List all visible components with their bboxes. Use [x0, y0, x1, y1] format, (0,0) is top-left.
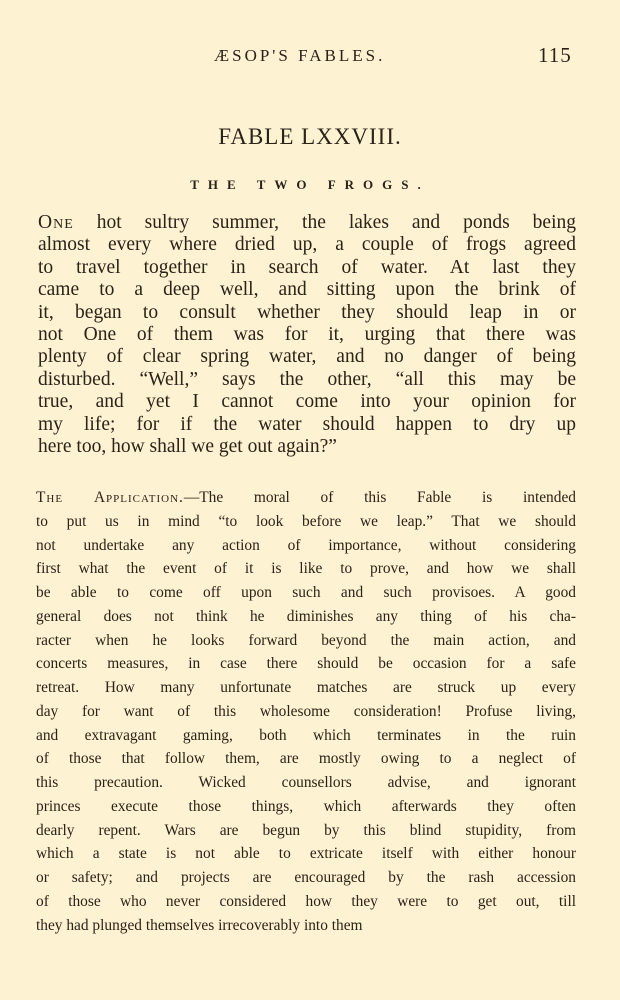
- story-line: disturbed. “Well,” says the other, “all this may be: [38, 368, 576, 390]
- application-line: concerts measures, in case there should be occasion for a safe: [36, 655, 576, 673]
- application-paragraph: [36, 486, 576, 937]
- story-line: my life; for if the water should happen to dry up: [38, 413, 576, 435]
- application-line: which a state is not able to extricate itself with either honour: [36, 845, 576, 863]
- story-line: not One of them was for it, urging that there was: [38, 324, 576, 346]
- application-line: general does not think he diminishes any thing of his cha-: [36, 607, 576, 625]
- application-line: of those who never considered how they were to get out, till: [36, 892, 576, 910]
- story-first-line-text: hot sultry summer, the lakes and ponds being: [96, 212, 577, 233]
- fable-number: FABLE LXXVIII.: [218, 124, 402, 149]
- story-line: to travel together in search of water. At last they: [38, 256, 576, 278]
- story-line: almost every where dried up, a couple of frogs agreed: [38, 234, 576, 256]
- application-line: or safety; and projects are encouraged by the rash accession: [36, 869, 576, 886]
- application-line: be able to come off upon such and such provisoes. A good: [36, 584, 576, 601]
- application-line: retreat. How many unfortunate matches are struck up every: [36, 679, 576, 696]
- story-line: [38, 212, 576, 234]
- application-line: to put us in mind “to look before we leap.” That we should: [36, 512, 576, 530]
- page-number: 115: [538, 43, 572, 67]
- story-line: came to a deep well, and sitting upon the brink of: [38, 279, 576, 301]
- application-label: The Application.: [36, 489, 184, 506]
- story-line: it, began to consult whether they should leap in or: [38, 301, 576, 323]
- application-line: dearly repent. Wars are begun by this blind stupidity, from: [36, 821, 576, 839]
- running-head: [0, 43, 620, 70]
- application-line: racter when he looks forward beyond the main action, and: [36, 631, 576, 649]
- story-line: true, and yet I cannot come into your opinion for: [38, 391, 576, 413]
- application-line: first what the event of it is like to prove, and how we shall: [36, 560, 576, 578]
- application-line: and extravagant gaming, both which terminates in the ruin: [36, 726, 576, 744]
- story-opening-word: One: [38, 212, 74, 233]
- application-first-line-text: —The moral of this Fable is intended: [183, 489, 576, 506]
- fable-title: THE TWO FROGS.: [190, 177, 430, 192]
- application-line: of those that follow them, are mostly owing to a neglect of: [36, 750, 576, 768]
- application-line: princes execute those things, which afterwards they often: [36, 797, 576, 815]
- application-line: not undertake any action of importance, without considering: [36, 536, 576, 554]
- application-line: they had plunged themselves irrecoverably into them: [36, 916, 363, 934]
- story-line: here too, how shall we get out again?”: [38, 436, 337, 458]
- fable-story: [38, 212, 576, 458]
- application-line: this precaution. Wicked counsellors advise, and ignorant: [36, 774, 576, 791]
- application-line: [36, 486, 576, 510]
- application-line: day for want of this wholesome consideration! Profuse living,: [36, 702, 576, 720]
- story-line: plenty of clear spring water, and no danger of being: [38, 346, 576, 368]
- running-title: ÆSOP'S FABLES.: [214, 46, 386, 65]
